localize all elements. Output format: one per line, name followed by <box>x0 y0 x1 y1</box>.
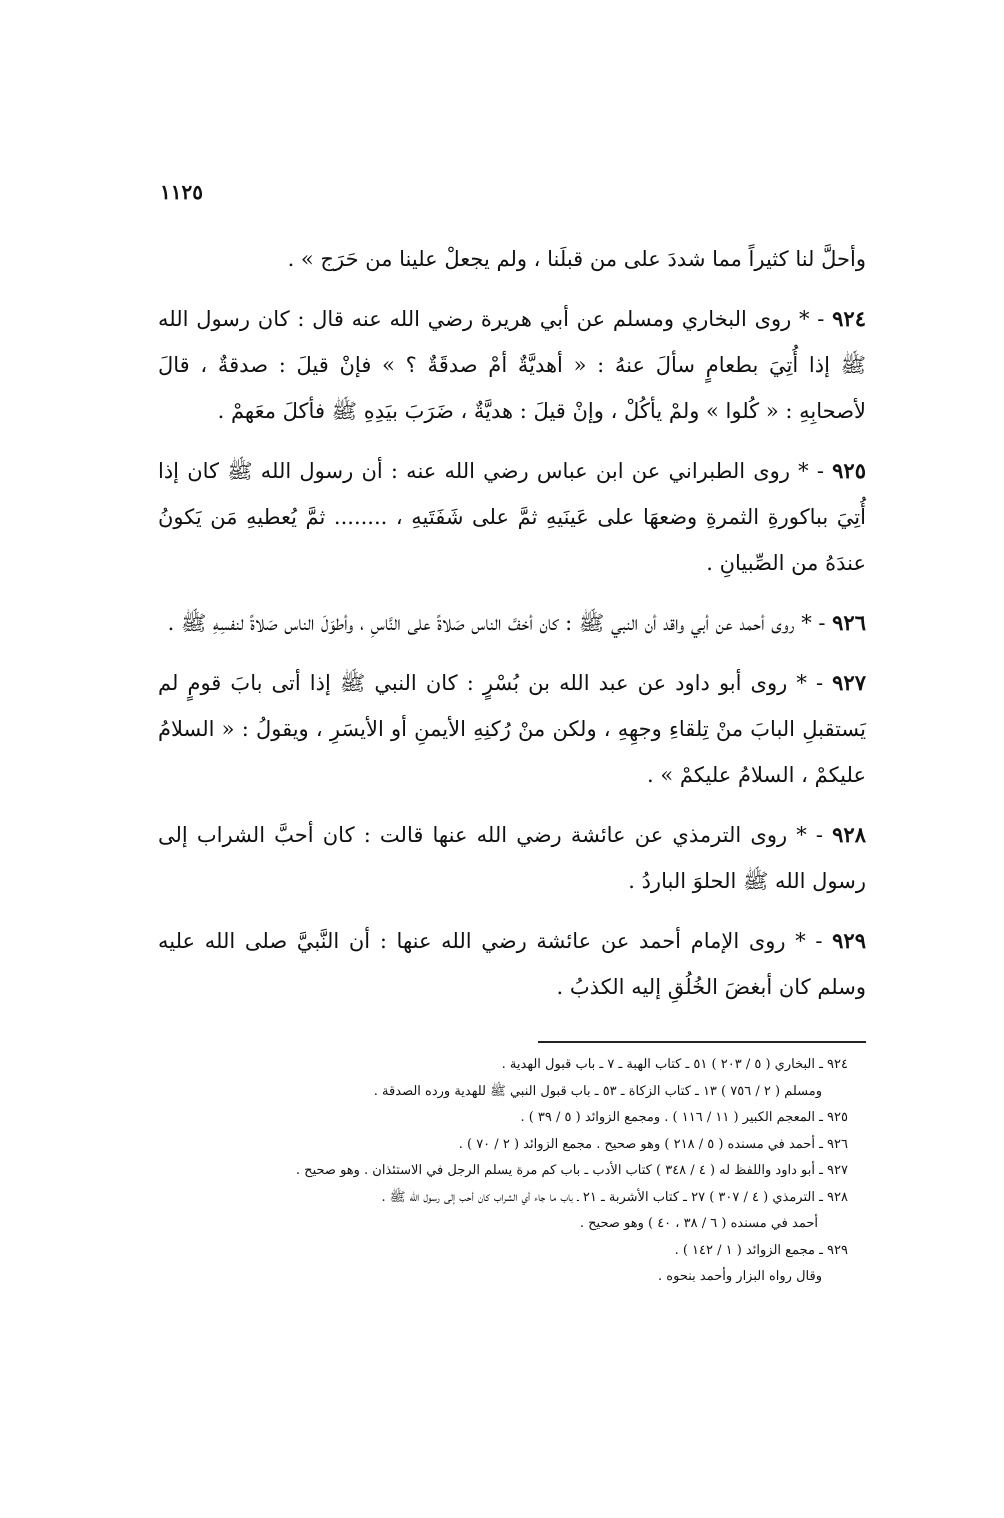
hadith-number: ٩٢٥ <box>832 458 866 483</box>
hadith-text: - * روى البخاري ومسلم عن أبي هريرة رضي الله عنه قال : كان رسول الله ﷺ إذا أُتِيَ بطعامٍ سألَ عنهُ : « أهديَّةٌ أمْ صدقَةٌ ؟ » فإنْ قيلَ : صدقةٌ ، قالَ لأصحابِهِ : « كُلوا » ولمْ يأكُلْ ، وإنْ قيلَ : هديَّةٌ ، ضَرَبَ بيَدِهِ ﷺ فأكلَ معَهمْ . <box>158 307 866 423</box>
page-number: ١١٢٥ <box>160 180 203 204</box>
hadith-number: ٩٢٦ <box>832 610 866 635</box>
hadith-926 <box>158 600 866 646</box>
hadith-number: ٩٢٨ <box>832 822 866 847</box>
footnote-line: ٩٢٨ ـ الترمذي ( ٤ / ٣٠٧ ) ٢٧ ـ كتاب الأشربة ـ ٢١ ـ باب ما جاء أي الشراب كان أحب إلى رسول الله ﷺ . <box>381 1189 848 1205</box>
footnote-line: ٩٢٤ ـ البخاري ( ٥ / ٢٠٣ ) ٥١ ـ كتاب الهبة ـ ٧ ـ باب قبول الهدية . <box>501 1057 848 1072</box>
footnote-line: ومسلم ( ٢ / ٧٥٦ ) ١٣ ـ كتاب الزكاة ـ ٥٣ ـ باب قبول النبي ﷺ للهدية ورده الصدقة . <box>373 1083 822 1099</box>
hadith-text: - * روى الإمام أحمد عن عائشة رضي الله عنها : أن النَّبيَّ صلى الله عليه وسلم كان أبغضَ الخُلُقِ إليه الكذبُ . <box>158 929 866 999</box>
continuation-paragraph: وأحلَّ لنا كثيراً مما شددَ على من قبلَنا ، ولم يجعلْ علينا من حَرَج » . <box>287 247 866 271</box>
hadith-text: - * روى أحمد عن أبي واقد أن النبي ﷺ : كان أخفَّ الناس صَلاةً على النَّاسِ ، وأطوَلَ الناس صَلاةً لنفسِهِ ﷺ . <box>167 611 826 635</box>
footnote-line: ٩٢٥ ـ المعجم الكبير ( ١١ / ١١٦ ) . ومجمع الزوائد ( ٥ / ٣٩ ) . <box>520 1110 848 1125</box>
hadith-924 <box>158 296 866 434</box>
hadith-text: - * روى أبو داود عن عبد الله بن بُسْرٍ : كان النبي ﷺ إذا أتى بابَ قومٍ لم يَستقبلِ البابَ منْ تِلقاءِ وجهِهِ ، ولكن منْ رُكنِهِ الأيمنِ أو الأيسَرِ ، ويقولُ : « السلامُ عليكمْ ، السلامُ عليكمْ » . <box>158 671 866 787</box>
main-text <box>158 236 866 1024</box>
hadith-number: ٩٢٩ <box>832 928 866 953</box>
footnote-line: أحمد في مسنده ( ٦ / ٣٨ ، ٤٠ ) وهو صحيح . <box>579 1216 818 1231</box>
hadith-928 <box>158 812 866 904</box>
footnote-line: وقال رواه البزار وأحمد بنحوه . <box>658 1269 822 1284</box>
hadith-text: - * روى الترمذي عن عائشة رضي الله عنها قالت : كان أحبَّ الشراب إلى رسول الله ﷺ الحلوَ الباردُ . <box>158 823 866 893</box>
hadith-text: - * روى الطبراني عن ابن عباس رضي الله عنه : أن رسول الله ﷺ كان إذا أُتِيَ بباكورةِ الثمرةِ وضعهَا على عَينَيهِ ثمَّ على شَفَتَيهِ ، ........ ثمَّ يُعطيهِ مَن يَكونُ عندَهُ من الصِّبيانِ . <box>158 459 866 575</box>
hadith-number: ٩٢٧ <box>832 670 866 695</box>
hadith-number: ٩٢٤ <box>832 306 866 331</box>
footnote-separator <box>538 1041 866 1043</box>
footnote-line: ٩٢٩ ـ مجمع الزوائد ( ١ / ١٤٢ ) . <box>674 1242 848 1258</box>
footnotes <box>200 1052 848 1291</box>
footnote-line: ٩٢٦ ـ أحمد في مسنده ( ٥ / ٢١٨ ) وهو صحيح . مجمع الزوائد ( ٢ / ٧٠ ) . <box>458 1136 848 1152</box>
footnote-line: ٩٢٧ ـ أبو داود واللفظ له ( ٤ / ٣٤٨ ) كتاب الأدب ـ باب كم مرة يسلم الرجل في الاستئذان . وهو صحيح . <box>295 1163 848 1178</box>
hadith-929 <box>158 918 866 1010</box>
hadith-927 <box>158 660 866 798</box>
hadith-925 <box>158 448 866 586</box>
